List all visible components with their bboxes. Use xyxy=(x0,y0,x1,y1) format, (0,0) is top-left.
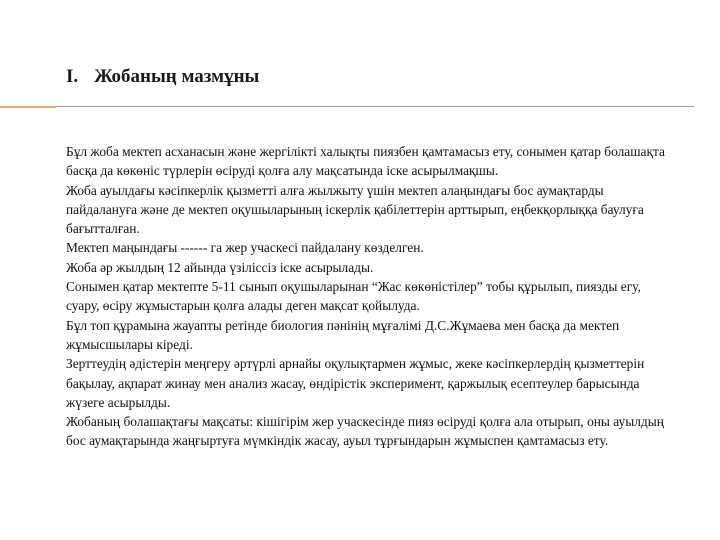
title-accent-rule xyxy=(0,106,56,108)
paragraph-6: Бұл топ құрамына жауапты ретінде биология пәнінің мұғалімі Д.С.Жұмаева мен басқа да мектеп жұмысшылары кіреді. xyxy=(66,317,620,352)
slide-title xyxy=(66,66,259,88)
paragraph-7: Зерттеудің әдістерін меңгеру әртүрлі арнайы оқулықтармен жұмыс, жеке кәсіпкерлердің қызметтерін бақылау, ақпарат жинау мен анализ жасау, өндірістік эксперимент, қаржылық есептеулер барысында жүзеге асырылды. xyxy=(66,356,645,410)
paragraph-1: Бұл жоба мектеп асханасын және жергілікті халықты пиязбен қамтамасыз ету, сонымен қатар болашақта басқа да көкөніс түрлерін өсіруді қолға алу мақсатында іске асырылмақшы. xyxy=(66,144,665,179)
title-divider xyxy=(56,106,694,107)
title-text: Жобаның мазмұны xyxy=(94,66,260,87)
paragraph-3: Мектеп маңындағы ------ га жер учаскесі пайдалану көзделген. xyxy=(66,240,424,256)
title-number: I. xyxy=(66,66,79,87)
slide-body xyxy=(66,142,672,451)
paragraph-5: Сонымен қатар мектепте 5-11 сынып оқушыларынан “Жас көкөністілер” тобы құрылып, пиязды егу, суару, өсіру жұмыстарын қолға алады деген мақсат қойылуда. xyxy=(66,279,641,314)
paragraph-4: Жоба әр жылдың 12 айында үзіліссіз іске асырылады. xyxy=(66,259,374,275)
paragraph-2: Жоба ауылдағы кәсіпкерлік қызметті алға жылжыту үшін мектеп алаңындағы бос аумақтарды пайдалануға және де мектеп оқушыларының іскерлік қабілеттерін арттырып, еңбекқорлыққа баулуға бағытталған. xyxy=(66,182,644,237)
paragraph-8: Жобаның болашақтағы мақсаты: кішігірім жер учаскесінде пияз өсіруді қолға ала отырып, оны ауылдың бос аумақтарында жаңғыртуға мүмкіндік жасау, ауыл тұрғындарын жұмыспен қамтамасыз ету. xyxy=(66,414,664,449)
